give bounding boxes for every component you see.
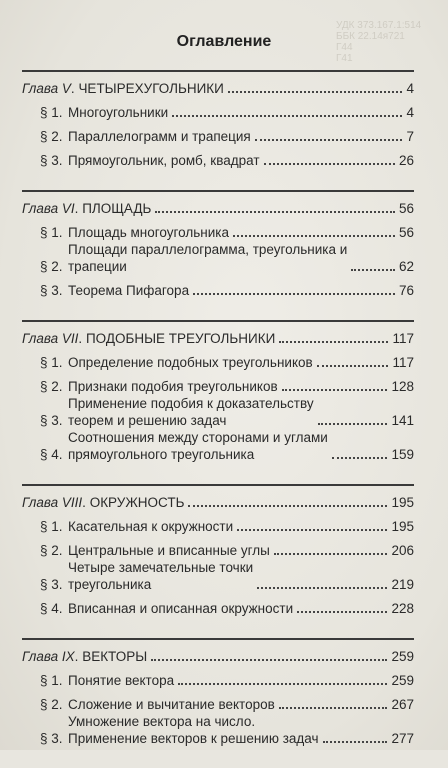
section-body (68, 128, 414, 145)
chapter-title: Глава V. ЧЕТЫРЕХУГОЛЬНИКИ (22, 81, 224, 96)
dot-leader (193, 293, 395, 295)
section-number: § 1. (40, 519, 63, 534)
dot-leader (323, 741, 388, 743)
chapter-title: Глава VII. ПОДОБНЫЕ ТРЕУГОЛЬНИКИ (22, 331, 276, 346)
chapter-word (22, 81, 71, 96)
section-number: § 2. (40, 259, 63, 274)
section-body (68, 224, 414, 241)
section-body (68, 542, 414, 559)
section-number: § 3. (40, 413, 63, 428)
section-row (22, 713, 414, 747)
dot-leader (172, 115, 402, 117)
section-title-line: Многоугольники (68, 105, 169, 120)
section-title (68, 104, 168, 121)
page-number: 259 (391, 649, 414, 664)
dot-leader (188, 505, 387, 507)
page-number: 26 (398, 153, 414, 168)
page-number: 195 (391, 519, 414, 534)
section-body (68, 518, 414, 535)
section-body (68, 600, 414, 617)
dot-leader (279, 707, 388, 709)
section-title-line: Применение подобия к доказательству (68, 396, 314, 411)
section-title (68, 241, 347, 275)
section-title (68, 672, 174, 689)
section-title-line: Четыре замечательные точки (68, 560, 254, 575)
chapter-row (22, 196, 414, 217)
page-number: 128 (391, 379, 414, 394)
section-number: § 2. (40, 697, 63, 712)
chapter-roman: VI (61, 201, 75, 216)
chapter-label: Глава (22, 495, 59, 510)
section-title-line: Применение векторов к решению задач (68, 731, 319, 746)
section-row (22, 559, 414, 593)
page-number: 117 (392, 331, 414, 346)
section-body (68, 395, 414, 429)
section-title (68, 354, 313, 371)
chapter-name: ОКРУЖНОСТЬ (89, 495, 185, 510)
chapter-word (22, 495, 82, 510)
section-title (68, 282, 189, 299)
section-row (22, 241, 414, 275)
chapter-row (22, 490, 414, 511)
section-row (22, 535, 414, 559)
section-row (22, 121, 414, 145)
section-body (68, 104, 414, 121)
bleed-line: УДК 373.167.1:514 (336, 20, 422, 31)
section-title (68, 559, 253, 593)
section-number: § 3. (40, 283, 63, 298)
section-number: § 2. (40, 543, 63, 558)
page-number: 159 (391, 447, 414, 462)
section-body (68, 354, 414, 371)
page-number: 195 (391, 495, 414, 510)
section-row (22, 217, 414, 241)
section-row (22, 145, 414, 169)
page-number: 76 (398, 283, 414, 298)
section-title-line: Сложение и вычитание векторов (68, 697, 275, 712)
section-number: § 4. (40, 447, 63, 462)
page-number: 206 (391, 543, 414, 558)
section-body (68, 696, 414, 713)
dot-leader (318, 423, 388, 425)
section-row (22, 665, 414, 689)
dot-leader (255, 139, 403, 141)
chapter-block (22, 638, 414, 747)
page-number: 7 (406, 129, 414, 144)
dot-leader (317, 365, 389, 367)
table-of-contents (22, 70, 414, 768)
page-number: 277 (391, 731, 414, 746)
section-title-line: Соотношения между сторонами и углами (68, 430, 328, 445)
section-body (68, 429, 414, 463)
chapter-roman: VII (61, 331, 79, 346)
section-title-line: Умножение вектора на число. (68, 714, 256, 729)
section-number: § 3. (40, 577, 63, 592)
section-title (68, 518, 233, 535)
section-title-line: Площадь многоугольника (68, 225, 229, 240)
section-title (68, 600, 293, 617)
section-title-line: Вписанная и описанная окружности (68, 601, 294, 616)
dot-leader (274, 553, 388, 555)
section-body (68, 713, 414, 747)
dot-leader (228, 91, 403, 93)
section-title (68, 224, 229, 241)
dot-leader (257, 587, 387, 589)
chapter-word (22, 331, 78, 346)
dot-leader (332, 457, 388, 459)
section-number: § 1. (40, 673, 63, 688)
section-number: § 4. (40, 601, 63, 616)
section-title (68, 395, 314, 429)
chapter-title: Глава IX. ВЕКТОРЫ (22, 649, 148, 664)
section-body (68, 672, 414, 689)
section-body (68, 559, 414, 593)
section-title-line: прямоугольного треугольника (68, 447, 255, 462)
chapter-name: ЧЕТЫРЕХУГОЛЬНИКИ (78, 81, 224, 96)
dot-leader (282, 389, 388, 391)
chapter-name: ПЛОЩАДЬ (82, 201, 152, 216)
page-number: 56 (398, 201, 414, 216)
page-number: 62 (398, 259, 414, 274)
chapter-word (22, 201, 75, 216)
section-body (68, 241, 414, 275)
page-title: Оглавление (176, 33, 272, 50)
section-title-line: теорем и решению задач (68, 413, 227, 428)
page-number: 56 (398, 225, 414, 240)
chapter-title: Глава VI. ПЛОЩАДЬ (22, 201, 152, 216)
dot-leader (264, 163, 395, 165)
dot-leader (297, 611, 387, 613)
dot-leader (151, 659, 387, 661)
section-title-line: Параллелограмм и трапеция (68, 129, 251, 144)
dot-leader (155, 211, 395, 213)
chapter-roman: V (61, 81, 71, 96)
section-title-line: трапеции (68, 259, 127, 274)
chapter-name: ПОДОБНЫЕ ТРЕУГОЛЬНИКИ (85, 331, 276, 346)
bleed-line: ББК 22.14я721 (336, 31, 405, 42)
page-number: 228 (391, 601, 414, 616)
chapter-block (22, 320, 414, 463)
page-number: 267 (391, 697, 414, 712)
chapter-label: Глава (22, 81, 59, 96)
bleed-line: Г44 (336, 42, 353, 53)
section-title (68, 152, 260, 169)
section-row (22, 371, 414, 395)
chapter-block (22, 484, 414, 617)
section-number: § 1. (40, 355, 63, 370)
section-title-line: треугольника (68, 577, 152, 592)
chapter-roman: IX (61, 649, 75, 664)
dot-leader (178, 683, 387, 685)
section-title-line: Понятие вектора (68, 673, 175, 688)
section-title-line: Теорема Пифагора (68, 283, 190, 298)
chapter-row (22, 644, 414, 665)
section-title (68, 713, 319, 747)
chapter-label: Глава (22, 201, 59, 216)
section-number: § 2. (40, 379, 63, 394)
chapter-word (22, 649, 75, 664)
section-title (68, 378, 278, 395)
chapter-title: Глава VIII. ОКРУЖНОСТЬ (22, 495, 185, 510)
chapter-label: Глава (22, 331, 59, 346)
bleed-line: Г41 (336, 53, 353, 64)
dot-leader (233, 235, 395, 237)
chapter-roman: VIII (61, 495, 83, 510)
section-title-line: Прямоугольник, ромб, квадрат (68, 153, 260, 168)
section-title (68, 696, 275, 713)
section-title (68, 429, 328, 463)
section-number: § 1. (40, 105, 63, 120)
dot-leader (351, 269, 395, 271)
section-body (68, 152, 414, 169)
section-row (22, 429, 414, 463)
chapter-label: Глава (22, 649, 59, 664)
page-number: 4 (406, 105, 414, 120)
page-number: 4 (406, 81, 414, 96)
section-body (68, 378, 414, 395)
section-number: § 1. (40, 225, 63, 240)
section-number: § 3. (40, 153, 63, 168)
section-row (22, 593, 414, 617)
section-row (22, 395, 414, 429)
chapter-block (22, 70, 414, 169)
chapter-name: ВЕКТОРЫ (82, 649, 148, 664)
page-number: 141 (391, 413, 414, 428)
section-row (22, 347, 414, 371)
section-row (22, 511, 414, 535)
section-row (22, 97, 414, 121)
section-title-line: Центральные и вписанные углы (68, 543, 270, 558)
dot-leader (237, 529, 387, 531)
section-title-line: Признаки подобия треугольников (68, 379, 278, 394)
section-number: § 2. (40, 129, 63, 144)
page-number: 219 (391, 577, 414, 592)
section-title (68, 128, 251, 145)
section-number: § 3. (40, 731, 63, 746)
chapter-block (22, 190, 414, 299)
section-body (68, 282, 414, 299)
page-number: 259 (391, 673, 414, 688)
page-number: 117 (392, 355, 414, 370)
section-title-line: Определение подобных треугольников (68, 355, 313, 370)
section-title (68, 542, 270, 559)
dot-leader (279, 341, 388, 343)
chapter-row (22, 326, 414, 347)
section-row (22, 275, 414, 299)
section-row (22, 689, 414, 713)
section-title-line: Площади параллелограмма, треугольника и (68, 242, 348, 257)
chapter-row (22, 76, 414, 97)
section-title-line: Касательная к окружности (68, 519, 234, 534)
